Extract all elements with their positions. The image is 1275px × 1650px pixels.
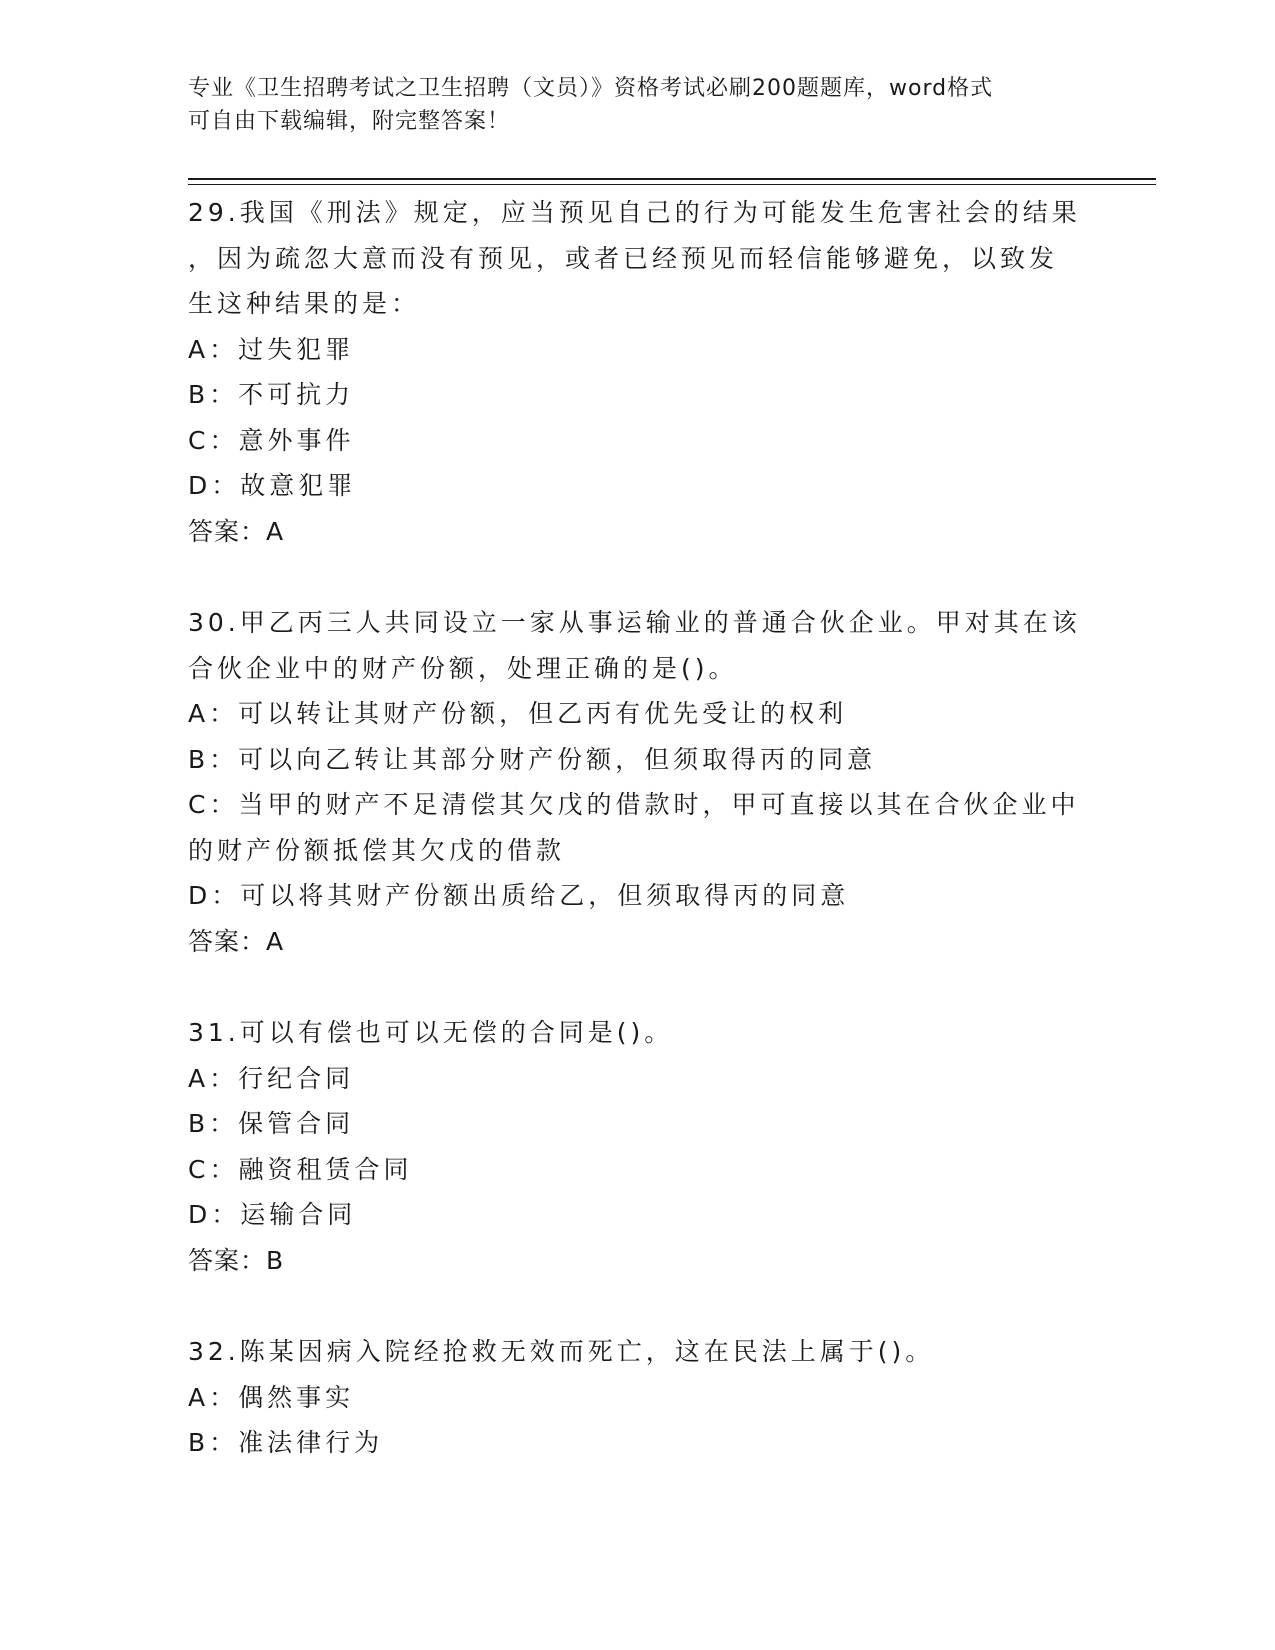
question-text-line: ，因为疏忽大意而没有预见，或者已经预见而轻信能够避免，以致发: [188, 243, 1059, 273]
question-block: [188, 190, 1088, 554]
option-line: A：偶然事实: [188, 1382, 355, 1412]
option-line: B：可以向乙转让其部分财产份额，但须取得丙的同意: [188, 744, 877, 774]
option-line: D：故意犯罪: [188, 471, 357, 500]
question-spacer: [188, 1283, 1088, 1329]
question-text-line: 30.甲乙丙三人共同设立一家从事运输业的普通合伙企业。甲对其在该: [188, 608, 1081, 637]
option-line: D：运输合同: [188, 1200, 357, 1229]
answer-line: 答案：B: [188, 1245, 285, 1275]
question-text-line: 29.我国《刑法》规定，应当预见自己的行为可能发生危害社会的结果: [188, 198, 1081, 227]
option-line: A：可以转让其财产份额，但乙丙有优先受让的权利: [188, 699, 848, 728]
question-block: [188, 600, 1088, 964]
question-spacer: [188, 964, 1088, 1010]
option-line: A：过失犯罪: [188, 334, 355, 364]
document-header: [188, 72, 1068, 138]
option-line: D：可以将其财产份额出质给乙，但须取得丙的同意: [188, 881, 850, 910]
question-text-line: 32.陈某因病入院经抢救无效而死亡，这在民法上属于()。: [188, 1337, 935, 1366]
option-line: B：准法律行为: [188, 1428, 384, 1457]
header-divider-thick: [188, 178, 1156, 180]
question-text-line: 31.可以有偿也可以无偿的合同是()。: [188, 1018, 674, 1047]
option-line: B：保管合同: [188, 1109, 355, 1138]
answer-line: 答案：A: [188, 926, 285, 956]
option-line: B：不可抗力: [188, 380, 355, 409]
option-line: A：行纪合同: [188, 1063, 355, 1093]
question-list: [188, 190, 1088, 1466]
question-spacer: [188, 554, 1088, 600]
option-line: C：意外事件: [188, 425, 355, 455]
header-line-2: 可自由下载编辑，附完整答案！: [188, 109, 511, 134]
option-line: C：当甲的财产不足清偿其欠戊的借款时，甲可直接以其在合伙企业中: [188, 790, 1080, 819]
header-line-1: 专业《卫生招聘考试之卫生招聘（文员）》资格考试必刷200题题库，word格式: [188, 76, 994, 101]
question-text-line: 合伙企业中的财产份额，处理正确的是()。: [188, 653, 738, 683]
header-divider-thin: [188, 184, 1156, 185]
answer-line: 答案：A: [188, 516, 285, 546]
option-line: 的财产份额抵偿其欠戊的借款: [188, 835, 566, 865]
option-line: C：融资租赁合同: [188, 1154, 413, 1184]
question-block: [188, 1010, 1088, 1283]
question-block: [188, 1329, 1088, 1466]
question-text-line: 生这种结果的是：: [188, 289, 421, 318]
